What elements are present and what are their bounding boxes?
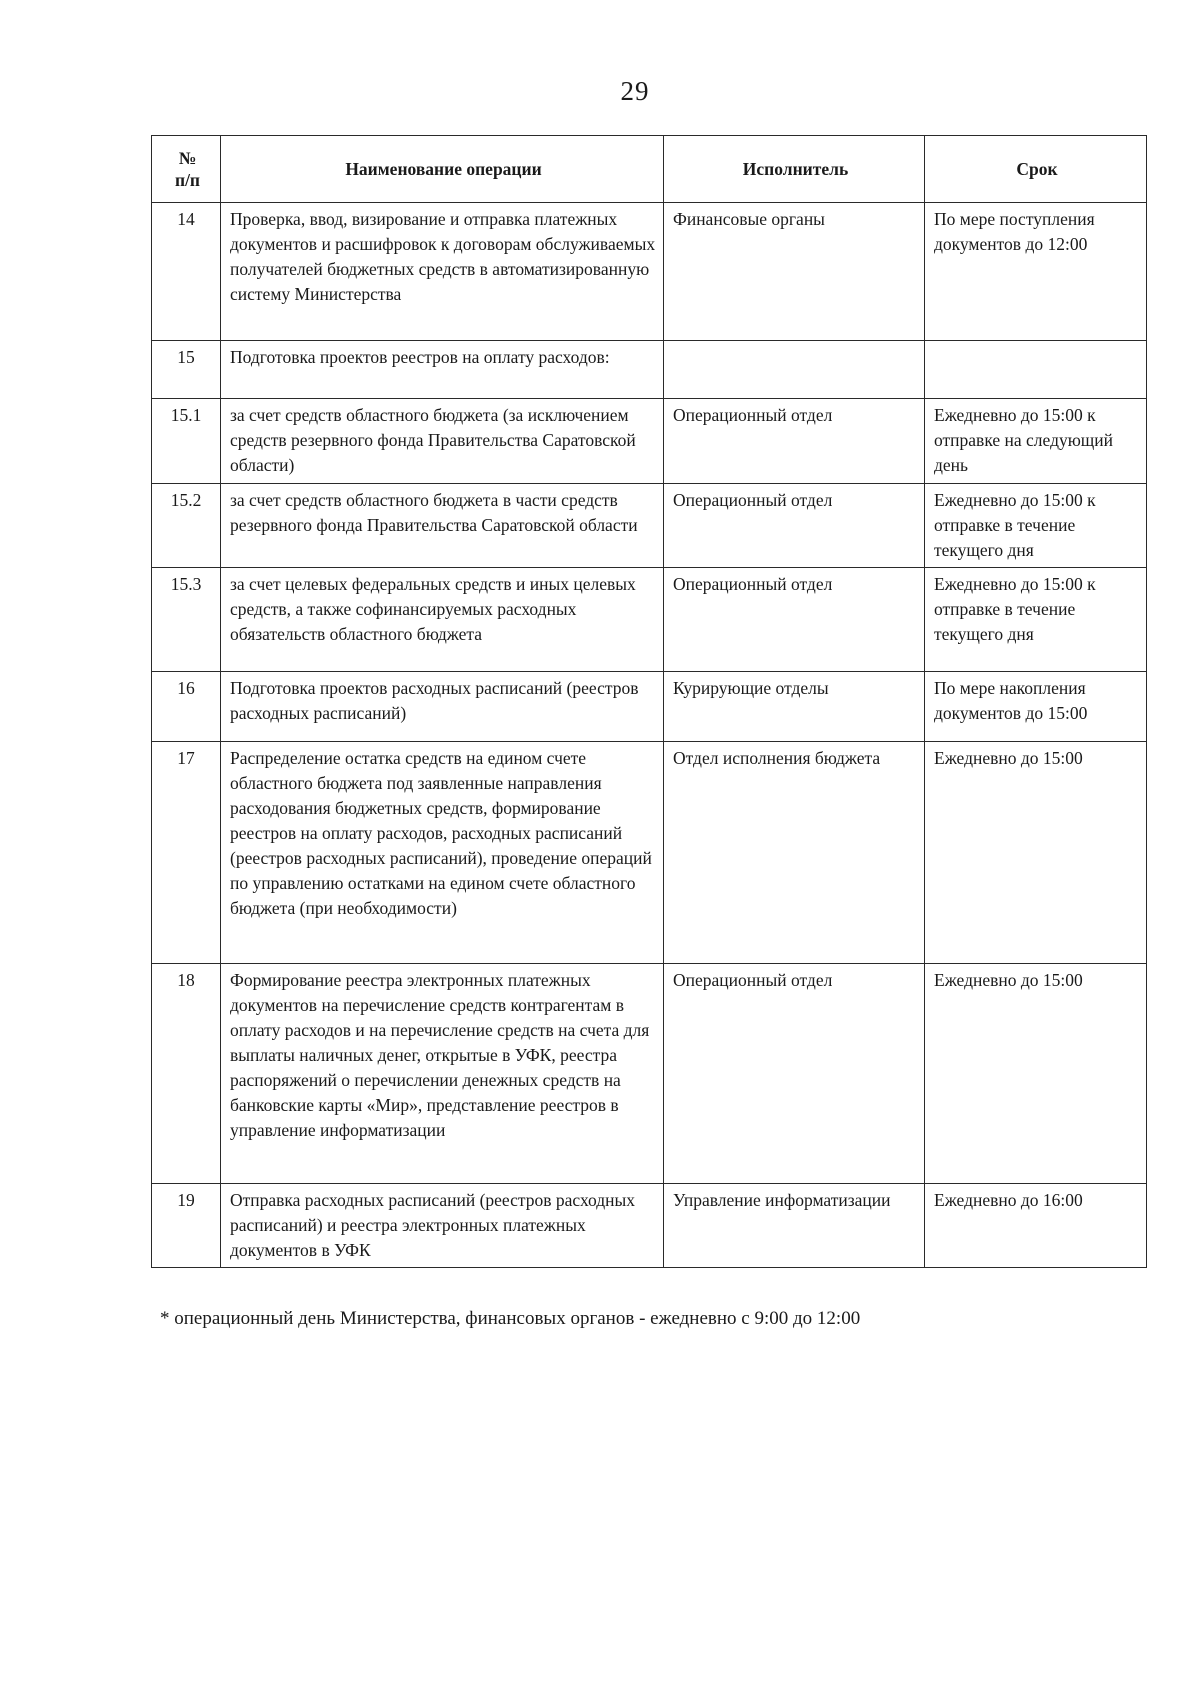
row-operation: Подготовка проектов расходных расписаний (реестров расходных расписаний) [221, 672, 664, 742]
header-operation: Наименование операции [221, 136, 664, 203]
row-executor: Операционный отдел [664, 568, 925, 672]
row-executor [664, 341, 925, 399]
header-deadline: Срок [925, 136, 1147, 203]
row-executor: Курирующие отделы [664, 672, 925, 742]
row-executor: Операционный отдел [664, 484, 925, 568]
row-deadline [925, 341, 1147, 399]
header-num: № п/п [152, 136, 221, 203]
table-row [152, 672, 1147, 742]
row-num: 15 [152, 341, 221, 399]
operations-table [151, 135, 1147, 1268]
row-executor: Отдел исполнения бюджета [664, 742, 925, 964]
table-row [152, 1184, 1147, 1268]
table-row [152, 399, 1147, 484]
table-row [152, 742, 1147, 964]
row-executor: Операционный отдел [664, 964, 925, 1184]
row-operation: за счет средств областного бюджета в части средств резервного фонда Правительства Саратовской области [221, 484, 664, 568]
row-executor: Управление информатизации [664, 1184, 925, 1268]
row-deadline: Ежедневно до 16:00 [925, 1184, 1147, 1268]
row-deadline: По мере накопления документов до 15:00 [925, 672, 1147, 742]
header-executor: Исполнитель [664, 136, 925, 203]
page-number: 29 [620, 76, 650, 106]
row-operation: Формирование реестра электронных платежных документов на перечисление средств контрагентам в оплату расходов и на перечисление средств на счета для выплаты наличных денег, открытые в УФК, реестра распоряжений о перечислении денежных средств на банковские карты «Мир», представление реестров в управление информатизации [221, 964, 664, 1184]
row-operation: Распределение остатка средств на едином счете областного бюджета под заявленные направления расходования бюджетных средств, формирование реестров на оплату расходов, расходных расписаний (реестров расходных расписаний), проведение операций по управлению остатками на едином счете областного бюджета (при необходимости) [221, 742, 664, 964]
row-num: 17 [152, 742, 221, 964]
row-num: 15.1 [152, 399, 221, 484]
row-deadline: Ежедневно до 15:00 [925, 964, 1147, 1184]
row-num: 15.2 [152, 484, 221, 568]
row-executor: Операционный отдел [664, 399, 925, 484]
row-operation: Проверка, ввод, визирование и отправка платежных документов и расшифровок к договорам обслуживаемых получателей бюджетных средств в автоматизированную систему Министерства [221, 203, 664, 341]
row-deadline: Ежедневно до 15:00 к отправке в течение текущего дня [925, 484, 1147, 568]
table-row [152, 203, 1147, 341]
row-operation: Отправка расходных расписаний (реестров расходных расписаний) и реестра электронных платежных документов в УФК [221, 1184, 664, 1268]
row-num: 16 [152, 672, 221, 742]
footnote: * операционный день Министерства, финансовых органов - ежедневно с 9:00 до 12:00 [160, 1308, 861, 1329]
row-num: 14 [152, 203, 221, 341]
row-executor: Финансовые органы [664, 203, 925, 341]
row-deadline: По мере поступления документов до 12:00 [925, 203, 1147, 341]
row-num: 19 [152, 1184, 221, 1268]
table-row [152, 484, 1147, 568]
table-row [152, 964, 1147, 1184]
table-row [152, 568, 1147, 672]
table-header-row [152, 136, 1147, 203]
row-operation: за счет целевых федеральных средств и иных целевых средств, а также софинансируемых расходных обязательств областного бюджета [221, 568, 664, 672]
row-operation: за счет средств областного бюджета (за исключением средств резервного фонда Правительства Саратовской области) [221, 399, 664, 484]
row-num: 15.3 [152, 568, 221, 672]
row-num: 18 [152, 964, 221, 1184]
table-body [152, 203, 1147, 1268]
table-row [152, 341, 1147, 399]
row-deadline: Ежедневно до 15:00 к отправке на следующий день [925, 399, 1147, 484]
row-deadline: Ежедневно до 15:00 к отправке в течение текущего дня [925, 568, 1147, 672]
row-deadline: Ежедневно до 15:00 [925, 742, 1147, 964]
row-operation: Подготовка проектов реестров на оплату расходов: [221, 341, 664, 399]
